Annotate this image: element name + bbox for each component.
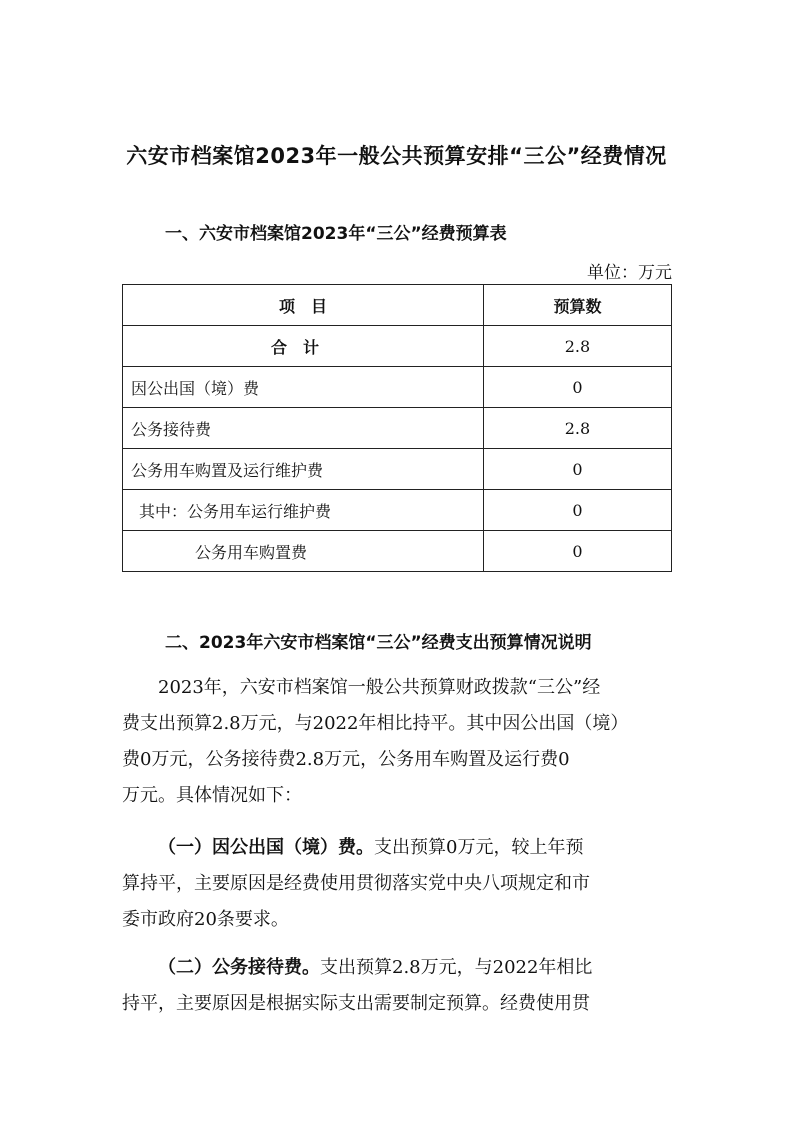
table-header-row <box>123 285 672 326</box>
total-label: 合计 <box>123 326 484 367</box>
paragraph-lead: （二）公务接待费。 <box>158 957 320 978</box>
paragraph-overseas <box>122 830 675 938</box>
paragraph-line: 费支出预算2.8万元，与2022年相比持平。其中因公出国（境） <box>122 713 629 734</box>
header-budget: 预算数 <box>483 285 671 326</box>
row-value: 0 <box>483 367 671 408</box>
header-item: 项 目 <box>123 285 484 326</box>
section2-heading: 二、2023年六安市档案馆“三公”经费支出预算情况说明 <box>165 633 592 653</box>
paragraph-reception <box>122 950 675 1022</box>
total-row <box>123 326 672 367</box>
row-value: 2.8 <box>483 408 671 449</box>
paragraph-text: 支出预算2.8万元，与2022年相比 <box>320 957 593 978</box>
row-label: 公务用车购置费 <box>123 531 484 572</box>
table-row <box>123 490 672 531</box>
paragraph-line: 万元。具体情况如下： <box>122 785 302 806</box>
paragraph-text: 支出预算0万元，较上年预 <box>374 837 584 858</box>
paragraph-line <box>122 830 675 866</box>
paragraph-line: 2023年，六安市档案馆一般公共预算财政拨款“三公”经 <box>158 677 601 698</box>
paragraph-line: 费0万元，公务接待费2.8万元，公务用车购置及运行费0 <box>122 749 570 770</box>
row-value: 0 <box>483 449 671 490</box>
table-row <box>123 449 672 490</box>
paragraph-line: 委市政府20条要求。 <box>122 909 289 930</box>
total-value: 2.8 <box>483 326 671 367</box>
row-label: 其中：公务用车运行维护费 <box>123 490 484 531</box>
unit-label: 单位：万元 <box>587 263 672 283</box>
table-row <box>123 367 672 408</box>
row-value: 0 <box>483 531 671 572</box>
paragraph-line <box>122 950 675 986</box>
paragraph-summary <box>122 670 675 814</box>
table-row <box>123 408 672 449</box>
table-row <box>123 531 672 572</box>
section1-heading: 一、六安市档案馆2023年“三公”经费预算表 <box>165 224 507 244</box>
row-value: 0 <box>483 490 671 531</box>
row-label: 公务用车购置及运行维护费 <box>123 449 484 490</box>
paragraph-lead: （一）因公出国（境）费。 <box>158 837 374 858</box>
budget-table <box>122 284 672 572</box>
row-label: 因公出国（境）费 <box>123 367 484 408</box>
row-label: 公务接待费 <box>123 408 484 449</box>
paragraph-line: 算持平，主要原因是经费使用贯彻落实党中央八项规定和市 <box>122 873 590 894</box>
paragraph-line: 持平，主要原因是根据实际支出需要制定预算。经费使用贯 <box>122 993 590 1014</box>
page-title: 六安市档案馆2023年一般公共预算安排“三公”经费情况 <box>126 144 667 168</box>
